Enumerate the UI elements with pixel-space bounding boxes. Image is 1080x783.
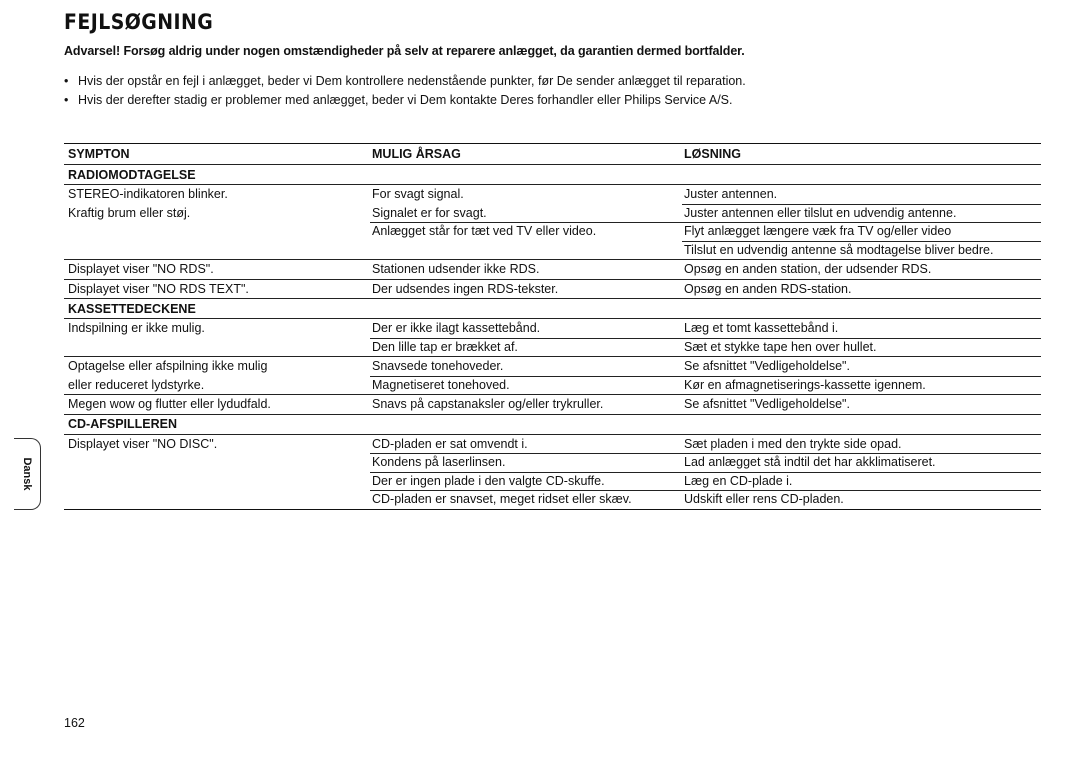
bullet-item: • Hvis der derefter stadig er problemer med anlægget, beder vi Dem kontakte Deres forhandler eller Philips Service A/S. (64, 91, 1024, 110)
table-row (64, 185, 1041, 204)
solution-cell: Sæt pladen i med den trykte side opad. (684, 436, 902, 451)
solution-cell: Læg et tomt kassettebånd i. (684, 321, 839, 336)
table-bottom-rule (64, 509, 1041, 510)
section-radio-title: RADIOMODTAGELSE (68, 167, 196, 182)
solution-cell: Udskift eller rens CD-pladen. (684, 492, 844, 507)
symptom-cell: STEREO-indikatoren blinker. (68, 187, 228, 202)
section-cd-title: CD-AFSPILLEREN (68, 417, 178, 431)
cause-cell: CD-pladen er snavset, meget ridset eller skæv. (372, 492, 632, 507)
table-row (64, 357, 1041, 376)
cause-cell: Den lille tap er brækket af. (372, 339, 518, 354)
cause-cell: CD-pladen er sat omvendt i. (372, 436, 528, 451)
solution-cell: Lad anlægget stå indtil det har akklimatiseret. (684, 455, 936, 470)
table-row (64, 472, 1041, 491)
table-row (64, 222, 1041, 241)
intro-bullets (64, 72, 1024, 110)
table-row (64, 204, 1041, 223)
bullet-item: • Hvis der opstår en fejl i anlægget, beder vi Dem kontrollere nedenstående punkter, før De sender anlægget til reparation. (64, 72, 1024, 91)
table-row (64, 435, 1041, 454)
cause-cell: Anlægget står for tæt ved TV eller video. (372, 224, 597, 239)
header-solution: LØSNING (684, 147, 741, 161)
symptom-cell: Displayet viser "NO RDS". (68, 262, 214, 277)
table-row (64, 241, 1041, 260)
solution-cell: Tilslut en udvendig antenne så modtagelse bliver bedre. (684, 242, 994, 257)
header-symptom: SYMPTON (68, 147, 130, 161)
table-row (64, 280, 1041, 299)
solution-cell: Opsøg en anden RDS-station. (684, 281, 852, 296)
symptom-cell: Kraftig brum eller støj. (68, 205, 191, 220)
language-tab-label: Dansk (21, 457, 33, 491)
section-title (64, 165, 1041, 184)
section-cassette-title: KASSETTEDECKENE (68, 301, 196, 316)
solution-cell: Se afsnittet "Vedligeholdelse". (684, 359, 850, 374)
table-row (64, 338, 1041, 357)
symptom-cell: Displayet viser "NO DISC". (68, 436, 218, 451)
language-tab (14, 438, 41, 510)
symptom-cell: Indspilning er ikke mulig. (68, 321, 205, 336)
solution-cell: Flyt anlægget længere væk fra TV og/eller video (684, 224, 952, 239)
table-row (64, 260, 1041, 279)
symptom-cell: Megen wow og flutter eller lydudfald. (68, 397, 271, 412)
solution-cell: Sæt et stykke tape hen over hullet. (684, 339, 877, 354)
symptom-cell: eller reduceret lydstyrke. (68, 377, 205, 392)
header-cause: MULIG ÅRSAG (372, 147, 461, 161)
page-title: FEJLSØGNING (64, 10, 214, 34)
troubleshooting-table (64, 143, 1041, 510)
section-title (64, 415, 1041, 434)
cause-cell: Der udsendes ingen RDS-tekster. (372, 281, 559, 296)
table-row (64, 395, 1041, 414)
cause-cell: Der er ingen plade i den valgte CD-skuffe. (372, 473, 605, 488)
cause-cell: Magnetiseret tonehoved. (372, 377, 510, 392)
cause-cell: Signalet er for svagt. (372, 205, 487, 220)
symptom-cell: Displayet viser "NO RDS TEXT". (68, 281, 249, 296)
table-row (64, 453, 1041, 472)
cause-cell: Snavsede tonehoveder. (372, 359, 504, 374)
solution-cell: Læg en CD-plade i. (684, 473, 793, 488)
cause-cell: For svagt signal. (372, 187, 464, 202)
cause-cell: Kondens på laserlinsen. (372, 455, 506, 470)
solution-cell: Juster antennen. (684, 187, 778, 202)
symptom-cell: Optagelse eller afspilning ikke mulig (68, 359, 268, 374)
section-title (64, 299, 1041, 318)
table-row (64, 490, 1041, 509)
page-number: 162 (64, 716, 85, 730)
table-row (64, 376, 1041, 395)
solution-cell: Se afsnittet "Vedligeholdelse". (684, 397, 850, 412)
solution-cell: Juster antennen eller tilslut en udvendig antenne. (684, 205, 957, 220)
cause-cell: Der er ikke ilagt kassettebånd. (372, 321, 541, 336)
solution-cell: Opsøg en anden station, der udsender RDS. (684, 262, 932, 277)
table-header-row (64, 144, 1041, 164)
cause-cell: Stationen udsender ikke RDS. (372, 262, 540, 277)
solution-cell: Kør en afmagnetiserings-kassette igennem. (684, 377, 926, 392)
cause-cell: Snavs på capstanaksler og/eller trykruller. (372, 397, 604, 412)
warning-text: Advarsel! Forsøg aldrig under nogen omstændigheder på selv at reparere anlægget, da garantien dermed bortfalder. (64, 44, 745, 58)
table-row (64, 319, 1041, 338)
